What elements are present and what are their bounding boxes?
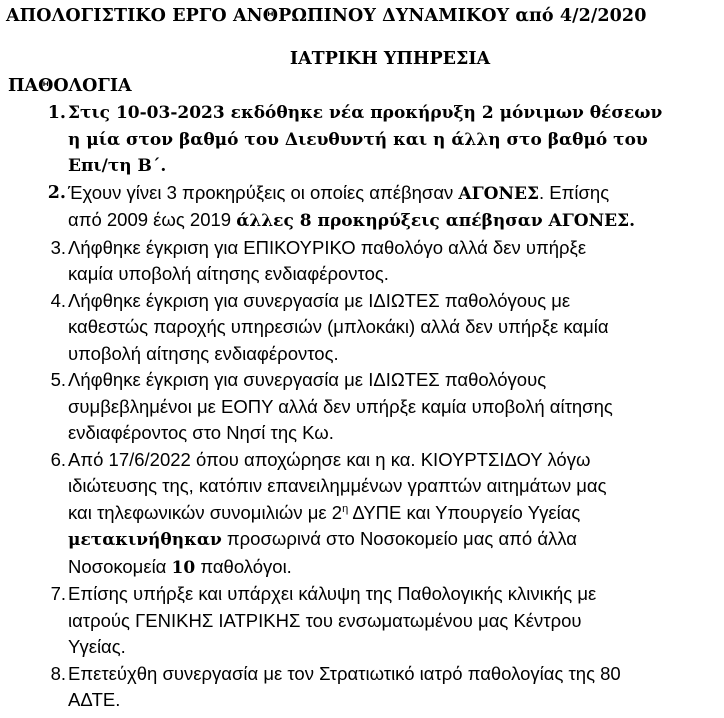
- item-line: συμβεβλημένοι με ΕΟΠΥ αλλά δεν υπήρξε καμία υποβολή αίτησης: [68, 395, 613, 417]
- item-line: [68, 207, 704, 235]
- item-text: [68, 180, 704, 235]
- item-line: ιατρούς ΓΕΝΙΚΗΣ ΙΑΤΡΙΚΗΣ του ενσωματωμένου μας Κέντρου: [68, 609, 582, 631]
- item-text-run: Νοσοκομεία: [68, 555, 172, 577]
- bold-text: 10: [171, 557, 196, 578]
- list-item-5: [0, 367, 724, 447]
- item-line: Υγείας.: [68, 636, 126, 657]
- item-number: 6.: [50, 448, 66, 470]
- list-item-7: [0, 581, 724, 661]
- item-line: η μία στον βαθμό του Διευθυντή και η άλλη στο βαθμό του: [68, 129, 648, 150]
- item-line: [68, 500, 704, 527]
- superscript: η: [342, 502, 349, 515]
- document-subtitle: ΙΑΤΡΙΚΗ ΥΠΗΡΕΣΙΑ: [289, 49, 491, 69]
- item-text-run: Έχουν γίνει 3 προκηρύξεις οι οποίες απέβησαν: [68, 181, 459, 203]
- item-number: 8.: [50, 662, 66, 684]
- item-text: [68, 367, 704, 447]
- item-text-run: προσωρινά στο Νοσοκομείο μας από άλλα: [221, 528, 577, 549]
- item-line: [68, 180, 704, 208]
- item-line: Επίσης υπήρξε και υπάρχει κάλυψη της Παθολογικής κλινικής με: [68, 583, 597, 604]
- item-line: καμία υποβολή αίτησης ενδιαφέροντος.: [68, 263, 389, 284]
- item-text: [68, 288, 704, 368]
- item-line: ιδιώτευσης της, κατόπιν επανειλημμένων γραπτών αιτημάτων μας: [68, 475, 607, 496]
- item-line: Επι/τη Β΄.: [68, 156, 167, 176]
- item-text: [68, 661, 704, 714]
- item-text: [68, 235, 704, 288]
- list-item-8: [0, 661, 724, 714]
- item-line: Λήφθηκε έγκριση για συνεργασία με ΙΔΙΩΤΕΣ παθολόγους: [68, 369, 547, 390]
- list-item-2: [0, 180, 724, 235]
- item-line: Στις 10-03-2023 εκδόθηκε νέα προκήρυξη 2 μόνιμων θέσεων: [68, 103, 663, 123]
- list-item-3: [0, 235, 724, 288]
- list-item-4: [0, 288, 724, 368]
- item-number: 5.: [50, 369, 66, 390]
- item-number: 2.: [47, 182, 66, 203]
- item-line: ΑΔΤΕ.: [68, 689, 121, 710]
- item-line: Λήφθηκε έγκριση για ΕΠΙΚΟΥΡΙΚΟ παθολόγο αλλά δεν υπήρξε: [68, 236, 587, 258]
- item-line: [68, 554, 704, 582]
- item-line: Από 17/6/2022 όπου αποχώρησε και η κα. ΚΙΟΥΡΤΣΙΔΟΥ λόγω: [68, 448, 591, 470]
- item-text-run: ΔΥΠΕ και Υπουργείο Υγείας: [348, 501, 581, 523]
- item-line: ενδιαφέροντος στο Νησί της Κω.: [68, 422, 334, 443]
- item-line: [68, 526, 704, 554]
- item-line: Λήφθηκε έγκριση για συνεργασία με ΙΔΙΩΤΕΣ παθολόγους με: [68, 289, 571, 311]
- item-text-run: . Επίσης: [539, 181, 610, 203]
- item-line: Επετεύχθη συνεργασία με τον Στρατιωτικό ιατρό παθολογίας της 80: [68, 662, 621, 684]
- list-item-1: [0, 100, 724, 180]
- item-number: 7.: [50, 583, 66, 604]
- item-line: καθεστώς παροχής υπηρεσιών (μπλοκάκι) αλλά δεν υπήρξε καμία: [68, 316, 609, 337]
- bold-text: μετακινήθηκαν: [68, 530, 222, 550]
- item-number: 4.: [50, 289, 66, 311]
- item-text-run: παθολόγοι.: [195, 555, 292, 577]
- item-line: υποβολή αίτησης ενδιαφέροντος.: [68, 342, 339, 364]
- item-number: 1.: [47, 103, 66, 123]
- item-text: [68, 100, 704, 180]
- bold-text: ΑΓΟΝΕΣ: [458, 183, 540, 204]
- item-text-run: από 2009 έως 2019: [68, 209, 237, 230]
- item-number: 3.: [50, 236, 66, 258]
- item-text: [68, 581, 704, 661]
- bold-text: άλλες 8 προκηρύξεις απέβησαν ΑΓΟΝΕΣ.: [236, 211, 636, 231]
- document-title: ΑΠΟΛΟΓΙΣΤΙΚΟ ΕΡΓΟ ΑΝΘΡΩΠΙΝΟΥ ΔΥΝΑΜΙΚΟΥ από 4/2/2020: [6, 6, 647, 26]
- item-text: [68, 447, 704, 582]
- item-text-run: και τηλεφωνικών συνομιλιών με 2: [68, 501, 343, 523]
- section-heading: ΠΑΘΟΛΟΓΙΑ: [8, 76, 132, 96]
- list-item-6: [0, 447, 724, 582]
- numbered-list: [0, 100, 724, 714]
